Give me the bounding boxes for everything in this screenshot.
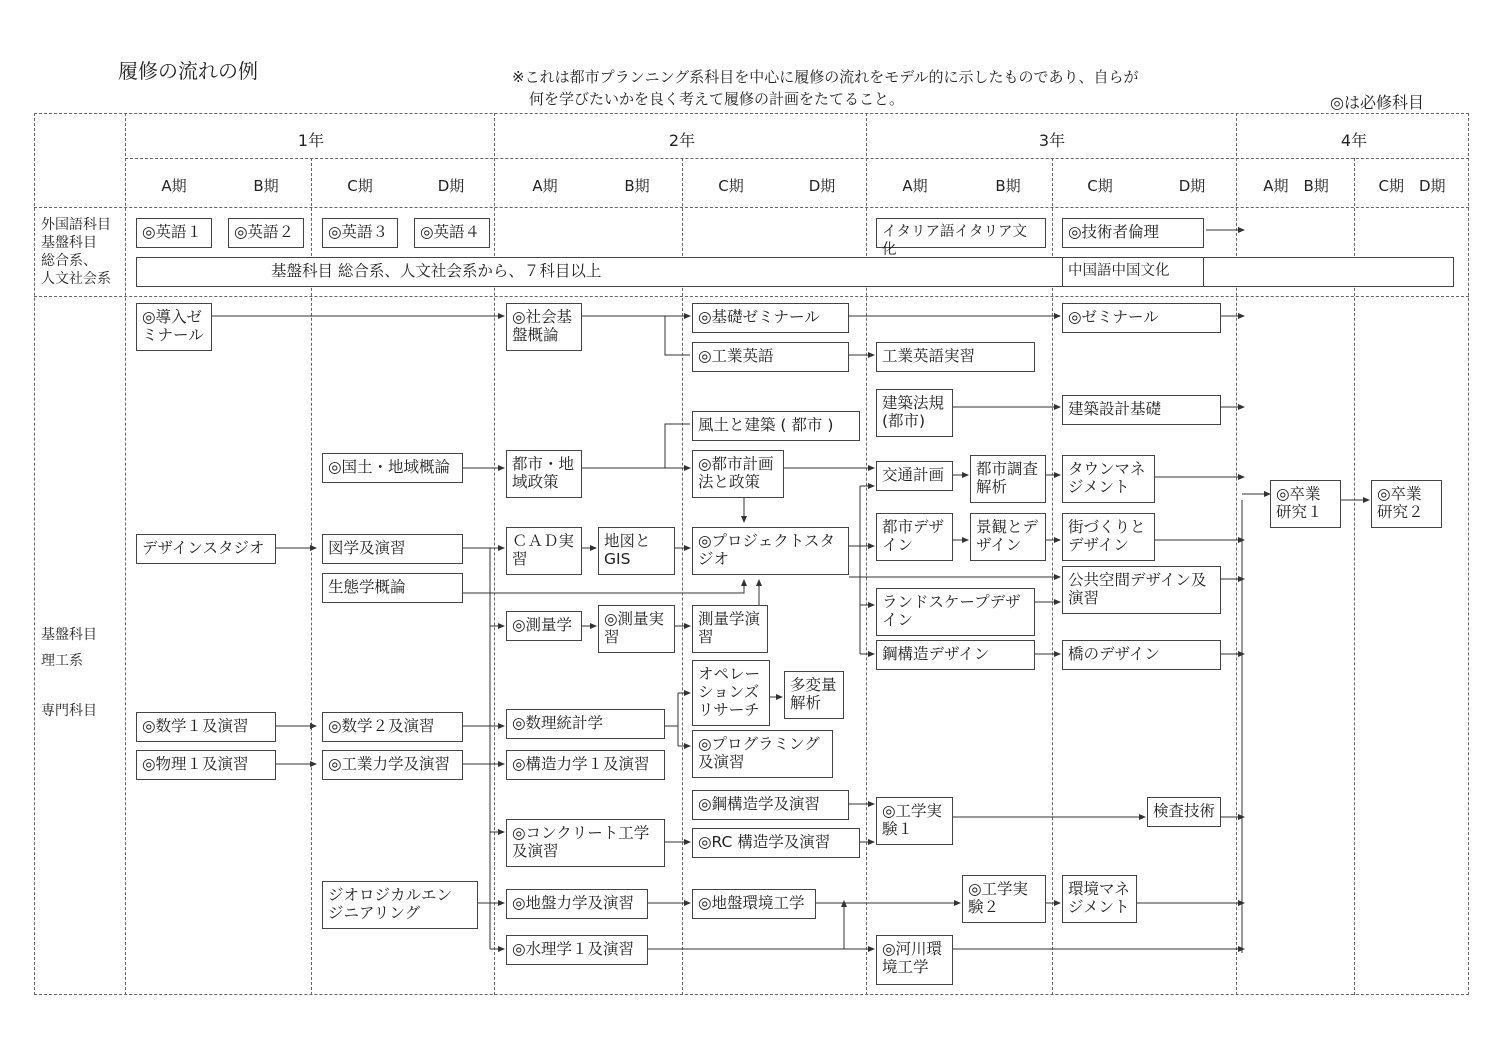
course-surveying-practice: ◎測量実 習 — [598, 605, 675, 653]
course-english-4: ◎英語４ — [414, 218, 490, 248]
course-english-3: ◎英語３ — [322, 218, 398, 248]
course-tech-english-practice: 工業英語実習 — [876, 342, 1035, 372]
course-design-studio: デザインスタジオ — [136, 534, 276, 564]
course-kiban-general: 基盤科目 総合系、人文社会系から、７科目以上 — [136, 257, 1454, 287]
course-math-2: ◎数学２及演習 — [322, 712, 463, 742]
period-label: A期 — [532, 177, 558, 195]
course-maps-gis: 地図と GIS — [598, 527, 675, 575]
course-climate-architecture: 風土と建築 ( 都市 ) — [692, 411, 860, 441]
course-surveying-exercise: 測量学演 習 — [692, 605, 768, 653]
note-line-1: ※これは都市プランニング系科目を中心に履修の流れをモデル的に示したものであり、自らが — [512, 68, 1139, 86]
course-building-law: 建築法規 (都市) — [876, 389, 953, 437]
course-geological-engineering: ジオロジカルエン ジニアリング — [322, 881, 478, 929]
course-transport-planning: 交通計画 — [876, 461, 953, 491]
year-3: 3年 — [1038, 131, 1066, 150]
course-urban-planning-law: ◎都市計画 法と政策 — [692, 450, 784, 498]
course-town-management: タウンマネ ジメント — [1062, 455, 1155, 503]
course-engineering-experiment-1: ◎工学実 験１ — [876, 797, 953, 845]
course-public-space-design: 公共空間デザイン及 演習 — [1062, 566, 1221, 614]
period-label: C期 D期 — [1378, 177, 1446, 195]
period-label: D期 — [1178, 177, 1206, 195]
course-rc-structures: ◎RC 構造学及演習 — [692, 828, 860, 858]
course-english-2: ◎英語２ — [228, 218, 304, 248]
course-tech-english: ◎工業英語 — [692, 342, 849, 372]
year-1: 1年 — [297, 131, 325, 150]
category-kiban: 基盤科目 — [41, 627, 97, 643]
period-label: A期 — [161, 177, 187, 195]
period-label: B期 — [253, 177, 279, 195]
course-bridge-design: 橋のデザイン — [1062, 640, 1221, 670]
course-cad-practice: ＣＡＤ実 習 — [506, 527, 582, 575]
course-concrete-engineering: ◎コンクリート工学 及演習 — [506, 819, 665, 867]
course-steel-structures: ◎鋼構造学及演習 — [692, 790, 849, 820]
course-mathematical-statistics: ◎数理統計学 — [506, 709, 665, 739]
course-drafting: 図学及演習 — [322, 534, 463, 564]
period-label: A期 — [902, 177, 928, 195]
course-operations-research: オペレー ションズ リサーチ — [692, 660, 770, 726]
course-river-environment: ◎河川環 境工学 — [876, 935, 953, 985]
course-engineering-ethics: ◎技術者倫理 — [1062, 218, 1204, 248]
course-landscape-design: 景観とデ ザイン — [970, 513, 1046, 561]
period-label: C期 — [1087, 177, 1113, 195]
period-label: D期 — [437, 177, 465, 195]
period-label: A期 B期 — [1263, 177, 1329, 195]
note-line-2: 何を学びたいかを良く考えて履修の計画をたてること。 — [529, 90, 905, 108]
course-town-design: 街づくりと デザイン — [1062, 513, 1155, 561]
course-intro-seminar: ◎導入ゼ ミナール — [136, 303, 212, 351]
year-4: 4年 — [1340, 131, 1368, 150]
course-italian: イタリア語イタリア文化 — [876, 218, 1046, 248]
course-urban-regional-policy: 都市・地 域政策 — [506, 450, 582, 498]
course-engineering-experiment-2: ◎工学実 験２ — [962, 875, 1046, 923]
period-label: C期 — [718, 177, 744, 195]
course-architectural-design: 建築設計基礎 — [1062, 395, 1221, 425]
period-label: B期 — [624, 177, 650, 195]
page-title: 履修の流れの例 — [118, 59, 258, 83]
course-graduation-research-1: ◎卒業 研究１ — [1270, 480, 1341, 528]
course-seminar: ◎ゼミナール — [1062, 303, 1221, 333]
course-english-1: ◎英語１ — [136, 218, 212, 248]
category-senmon: 専門科目 — [41, 703, 97, 719]
course-graduation-research-2: ◎卒業 研究２ — [1371, 480, 1442, 528]
course-urban-survey: 都市調査 解析 — [970, 455, 1046, 503]
course-hydraulics-1: ◎水理学１及演習 — [506, 935, 648, 965]
period-label: D期 — [808, 177, 836, 195]
course-math-1: ◎数学１及演習 — [136, 712, 276, 742]
course-ecology: 生態学概論 — [322, 573, 463, 603]
course-inspection-technology: 検査技術 — [1147, 797, 1221, 827]
course-chinese: 中国語中国文化 — [1062, 257, 1204, 287]
course-multivariate-analysis: 多変量 解析 — [784, 671, 844, 719]
course-environmental-management: 環境マネ ジメント — [1062, 875, 1137, 923]
course-programming: ◎プログラミング 及演習 — [692, 730, 833, 778]
course-landscape-architecture: ランドスケープデザ イン — [876, 588, 1035, 636]
course-geo-environment: ◎地盤環境工学 — [692, 889, 816, 919]
course-steel-design: 鋼構造デザイン — [876, 640, 1035, 670]
period-label: B期 — [995, 177, 1021, 195]
course-physics-1: ◎物理１及演習 — [136, 750, 276, 780]
course-surveying: ◎測量学 — [506, 611, 582, 641]
course-soil-mechanics: ◎地盤力学及演習 — [506, 889, 648, 919]
course-structural-mechanics-1: ◎構造力学１及演習 — [506, 750, 665, 780]
course-project-studio: ◎プロジェクトスタ ジオ — [692, 527, 849, 575]
course-engineering-mechanics: ◎工業力学及演習 — [322, 750, 463, 780]
category-general: 外国語科目 基盤科目 総合系、 人文社会系 — [41, 217, 111, 287]
legend: ◎は必修科目 — [1330, 93, 1424, 112]
course-national-land: ◎国土・地域概論 — [322, 453, 463, 483]
course-urban-design: 都市デザ イン — [876, 513, 953, 561]
course-basic-seminar: ◎基礎ゼミナール — [692, 303, 849, 333]
category-riko: 理工系 — [41, 653, 83, 669]
course-social-infra: ◎社会基 盤概論 — [506, 303, 582, 351]
period-label: C期 — [347, 177, 373, 195]
year-2: 2年 — [668, 131, 696, 150]
